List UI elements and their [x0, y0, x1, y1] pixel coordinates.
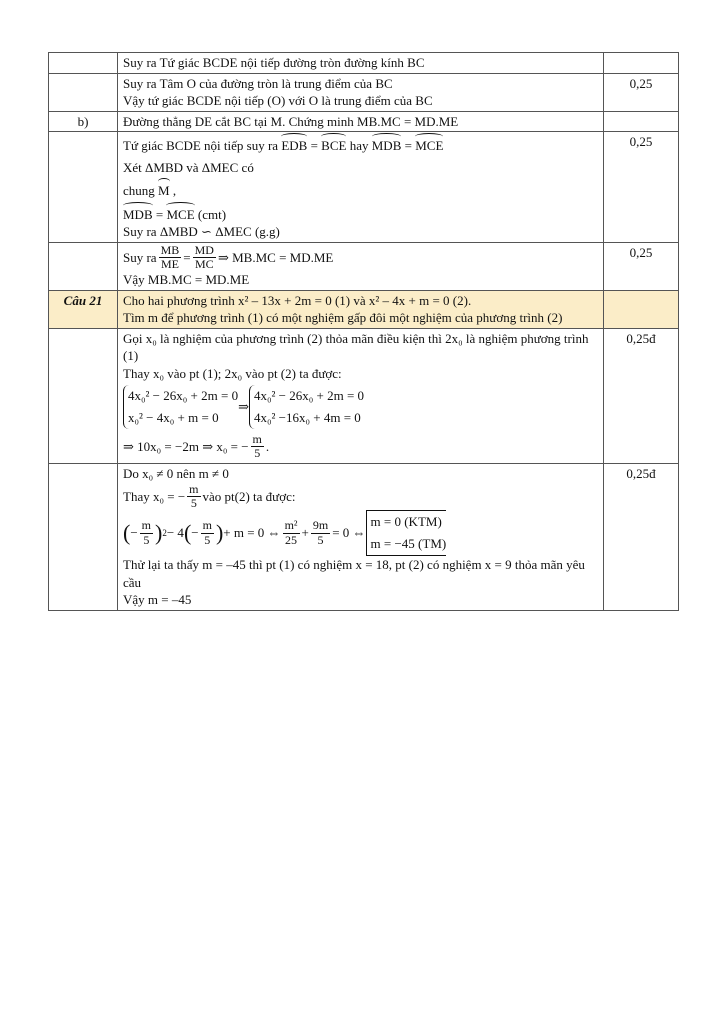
solution-line: ⇒ 10x₀ = −2m ⇒ x₀ = − $\frac{m}{5}$ .	[123, 431, 270, 460]
question-cell: Cho hai phương trình x² – 13x + 2m = 0 (1) và x² – 4x + m = 0 (2). Tìm m để phương trình (1) có một nghiệm gấp đôi một nghiệm của phương trình (2)	[118, 290, 604, 328]
table-row	[49, 290, 679, 328]
substitution-line: Thay x₀ = − $\frac{m}{5}$ vào pt(2) ta được:	[123, 481, 296, 510]
question-label: Câu 21	[49, 290, 118, 328]
score-cell: 0,25	[604, 132, 679, 243]
table-row	[49, 464, 679, 611]
table-row	[49, 53, 679, 74]
content-cell: Do x₀ ≠ 0 nên m ≠ 0 Thay x₀ = − $\frac{m}{5}$ vào pt(2) ta được: ( − $\frac{m}{5}$ ) 2 − 4 ( − $\frac{m}{5}$ ) + m = 0 ⇔ $\frac{\text{m²}}{25}$ + $\frac{9m}{5}$ = 0 ⇔ m = 0 (KTM) m = −45 (TM) Thử lại ta thấy m = –45 thì pt (1) có nghiệm x = 18, pt (2) có nghiệm x = 9 thỏa mãn yêu cầu Vậy m = –45	[118, 464, 604, 611]
content-cell: Đường thẳng DE cắt BC tại M. Chứng minh MB.MC = MD.ME	[118, 111, 604, 132]
score-cell: 0,25đ	[604, 464, 679, 611]
label-cell	[49, 328, 118, 463]
label-cell	[49, 242, 118, 290]
label-cell	[49, 53, 118, 74]
content-cell: Tứ giác BCDE nội tiếp suy ra EDB = BCE hay MDB = MCE Xét ΔMBD và ΔMEC có chung M , MDB = MCE (cmt) Suy ra ΔMBD ∽ ΔMEC (g.g)	[118, 132, 604, 243]
content-cell: Suy ra Tâm O của đường tròn là trung điểm của BC Vậy tứ giác BCDE nội tiếp (O) với O là trung điểm của BC	[118, 73, 604, 111]
score-cell	[604, 111, 679, 132]
ratio-line: Suy ra $\frac{MB}{ME}$ = $\frac{MD}{MC}$ ⇒ MB.MC = MD.ME	[123, 242, 334, 272]
content-cell: Suy ra $\frac{MB}{ME}$ = $\frac{MD}{MC}$ ⇒ MB.MC = MD.ME Vậy MB.MC = MD.ME	[118, 242, 604, 290]
label-cell	[49, 73, 118, 111]
equation-system: 4x₀² − 26x₀ + 2m = 0 x₀² − 4x₀ + m = 0 ⇒ 4x₀² − 26x₀ + 2m = 0 4x₀² −16x₀ + 4m = 0	[123, 383, 598, 431]
score-cell: 0,25	[604, 242, 679, 290]
table-row	[49, 242, 679, 290]
arc-cmt-line: MDB = MCE (cmt)	[123, 206, 227, 222]
part-label: b)	[49, 111, 118, 132]
table-row	[49, 73, 679, 111]
score-cell	[604, 290, 679, 328]
label-cell	[49, 464, 118, 611]
table-row	[49, 132, 679, 243]
answer-table	[48, 52, 679, 611]
score-cell: 0,25	[604, 73, 679, 111]
score-cell	[604, 53, 679, 74]
content-cell: Suy ra Tứ giác BCDE nội tiếp đường tròn đường kính BC	[118, 53, 604, 74]
table-row	[49, 111, 679, 132]
quadratic-solution: ( − $\frac{m}{5}$ ) 2 − 4 ( − $\frac{m}{5}$ ) + m = 0 ⇔ $\frac{\text{m²}}{25}$ + $\frac{9m}{5}$ = 0 ⇔ m = 0 (KTM) m = −45 (TM)	[123, 510, 598, 556]
label-cell	[49, 132, 118, 243]
score-cell: 0,25đ	[604, 328, 679, 463]
table-row	[49, 328, 679, 463]
common-angle-line: chung M ,	[123, 183, 177, 199]
arc-equality-line: Tứ giác BCDE nội tiếp suy ra EDB = BCE hay MDB = MCE	[123, 138, 444, 154]
content-cell: Gọi x₀ là nghiệm của phương trình (2) thỏa mãn điều kiện thì 2x₀ là nghiệm phương trình (1) Thay x₀ vào pt (1); 2x₀ vào pt (2) ta được: 4x₀² − 26x₀ + 2m = 0 x₀² − 4x₀ + m = 0 ⇒ 4x₀² − 26x₀ + 2m = 0 4x₀² −16x₀ + 4m = 0 ⇒ 10x₀ = −2m ⇒ x₀ = − $\frac{m}{5}$ .	[118, 328, 604, 463]
